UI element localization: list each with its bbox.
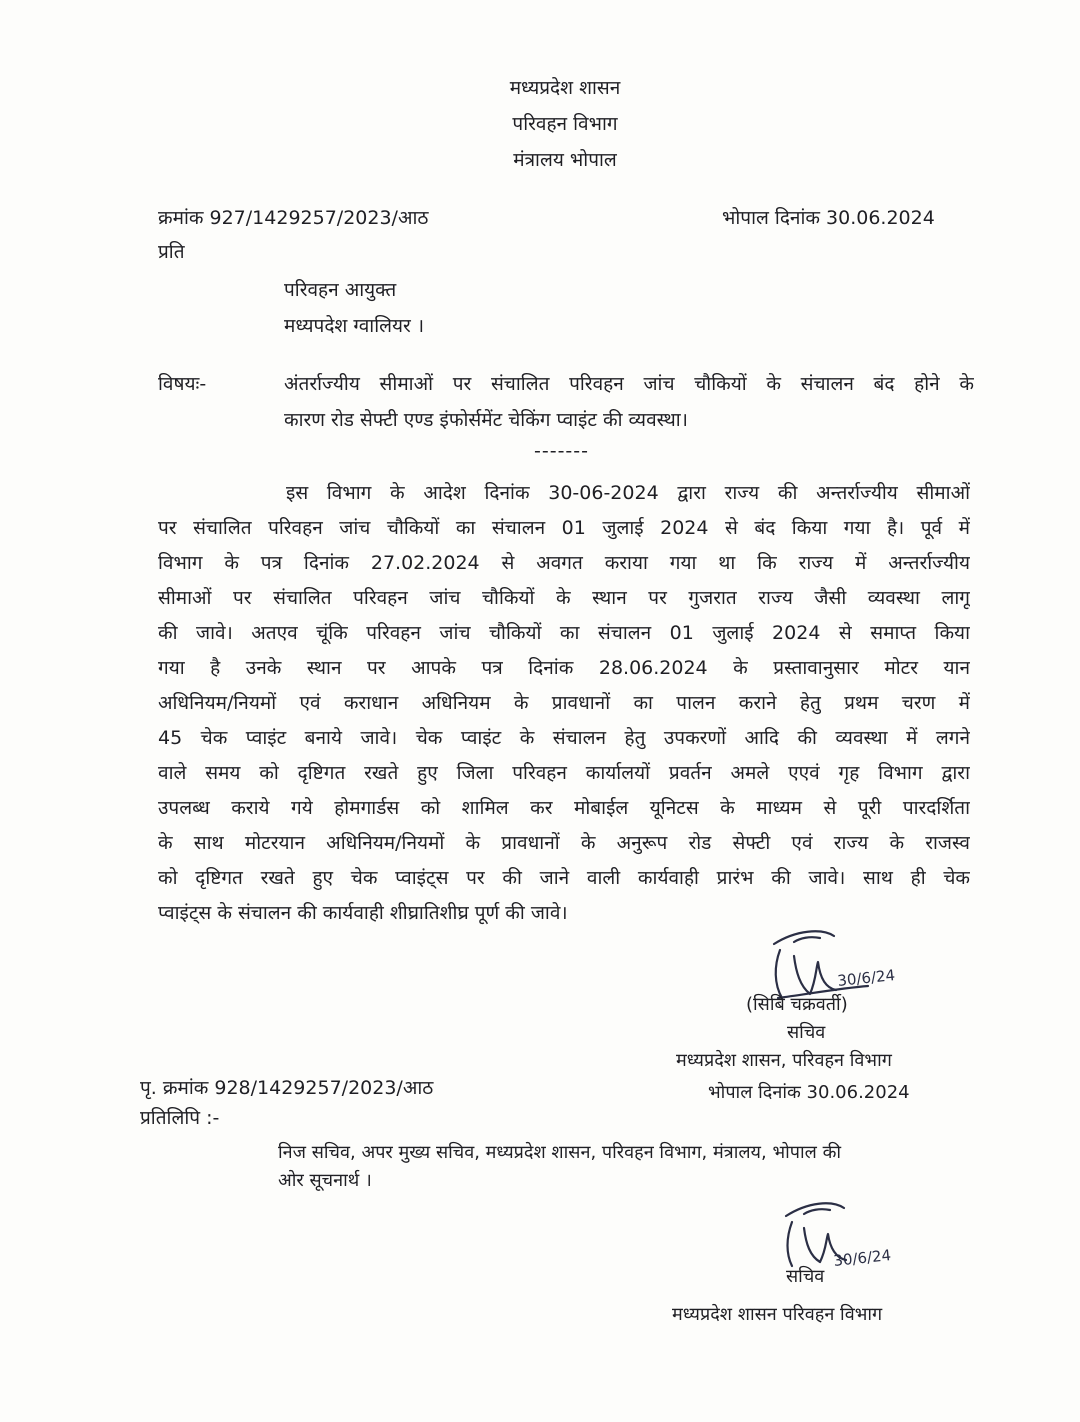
- header-department: परिवहन विभाग: [512, 113, 618, 135]
- signature-date-scrawl: 30/6/24: [836, 966, 896, 990]
- subject-divider: -------: [534, 440, 589, 462]
- body-line: वाले समय को दृष्टिगत रखते हुए जिला परिवहन कार्यालयों प्रवर्तन अमले एएवं गृह विभाग द्वारा: [158, 762, 970, 784]
- addressee-line2: मध्यपदेश ग्वालियर ।: [284, 315, 425, 337]
- body-line: गया है उनके स्थान पर आपके पत्र दिनांक 28.06.2024 के प्रस्तावानुसार मोटर यान: [158, 657, 970, 679]
- header-ministry: मंत्रालय भोपाल: [513, 149, 617, 171]
- signatory-name: (सिबि चक्रवर्ती): [746, 994, 848, 1015]
- signatory-date: भोपाल दिनांक 30.06.2024: [708, 1082, 910, 1103]
- body-line: के साथ मोटरयान अधिनियम/नियमों के प्रावधानों के अनुरूप रोड सेफ्टी एवं राज्य के राजस्व: [158, 832, 970, 854]
- body-line: उपलब्ध कराये गये होमगार्डस को शामिल कर मोबाईल यूनिटस के माध्यम से पूरी पारदर्शिता: [158, 797, 970, 819]
- body-line: की जावे। अतएव चूंकि परिवहन जांच चौकियों का संचालन 01 जुलाई 2024 से समाप्त किया: [158, 622, 970, 644]
- body-line: सीमाओं पर संचालित परिवहन जांच चौकियों के स्थान पर गुजरात राज्य जैसी व्यवस्था लागू: [158, 587, 970, 609]
- subject-line1: अंतर्राज्यीय सीमाओं पर संचालित परिवहन जांच चौकियों के संचालन बंद होने के: [284, 373, 974, 395]
- signature-2-date-scrawl: 30/6/24: [832, 1246, 892, 1270]
- body-line: पर संचालित परिवहन जांच चौकियों का संचालन 01 जुलाई 2024 से बंद किया गया है। पूर्व में: [158, 517, 970, 539]
- body-line: अधिनियम/नियमों एवं कराधान अधिनियम के प्रावधानों का पालन कराने हेतु प्रथम चरण में: [158, 692, 970, 714]
- copy-label: प्रतिलिपि :-: [140, 1107, 220, 1129]
- body-line: विभाग के पत्र दिनांक 27.02.2024 से अवगत कराया गया था कि राज्य में अन्तर्राज्यीय: [158, 552, 970, 574]
- signatory-2-office: मध्यप्रदेश शासन परिवहन विभाग: [672, 1304, 883, 1325]
- subject-label: विषयः-: [158, 373, 207, 395]
- copy-line2: ओर सूचनार्थ ।: [278, 1170, 372, 1191]
- body-line: इस विभाग के आदेश दिनांक 30-06-2024 द्वारा राज्य की अन्तर्राज्यीय सीमाओं: [286, 482, 970, 504]
- copy-line1: निज सचिव, अपर मुख्य सचिव, मध्यप्रदेश शासन, परिवहन विभाग, मंत्रालय, भोपाल की: [278, 1142, 842, 1163]
- body-line: 45 चेक प्वाइंट बनाये जावे। चेक प्वाइंट के संचालन हेतु उपकरणों आदि की व्यवस्था में लगने: [158, 727, 970, 749]
- addressee-line1: परिवहन आयुक्त: [284, 279, 397, 301]
- reference-date: भोपाल दिनांक 30.06.2024: [722, 207, 935, 229]
- header-state: मध्यप्रदेश शासन: [509, 77, 621, 99]
- prati-label: प्रति: [158, 241, 185, 263]
- signatory-2-designation: सचिव: [786, 1266, 825, 1287]
- body-line: प्वाइंट्स के संचालन की कार्यवाही शीघ्रातिशीघ्र पूर्ण की जावे।: [158, 902, 568, 924]
- signatory-office: मध्यप्रदेश शासन, परिवहन विभाग: [676, 1050, 892, 1071]
- signatory-designation: सचिव: [787, 1022, 826, 1043]
- body-line: को दृष्टिगत रखते हुए चेक प्वाइंट्स पर की जाने वाली कार्यवाही प्रारंभ की जावे। साथ ही चेक: [158, 867, 970, 889]
- copy-reference-number: पृ. क्रमांक 928/1429257/2023/आठ: [140, 1077, 434, 1099]
- subject-line2: कारण रोड सेफ्टी एण्ड इंफोर्समेंट चेकिंग प्वाइंट की व्यवस्था।: [284, 409, 688, 431]
- reference-number: क्रमांक 927/1429257/2023/आठ: [158, 207, 429, 229]
